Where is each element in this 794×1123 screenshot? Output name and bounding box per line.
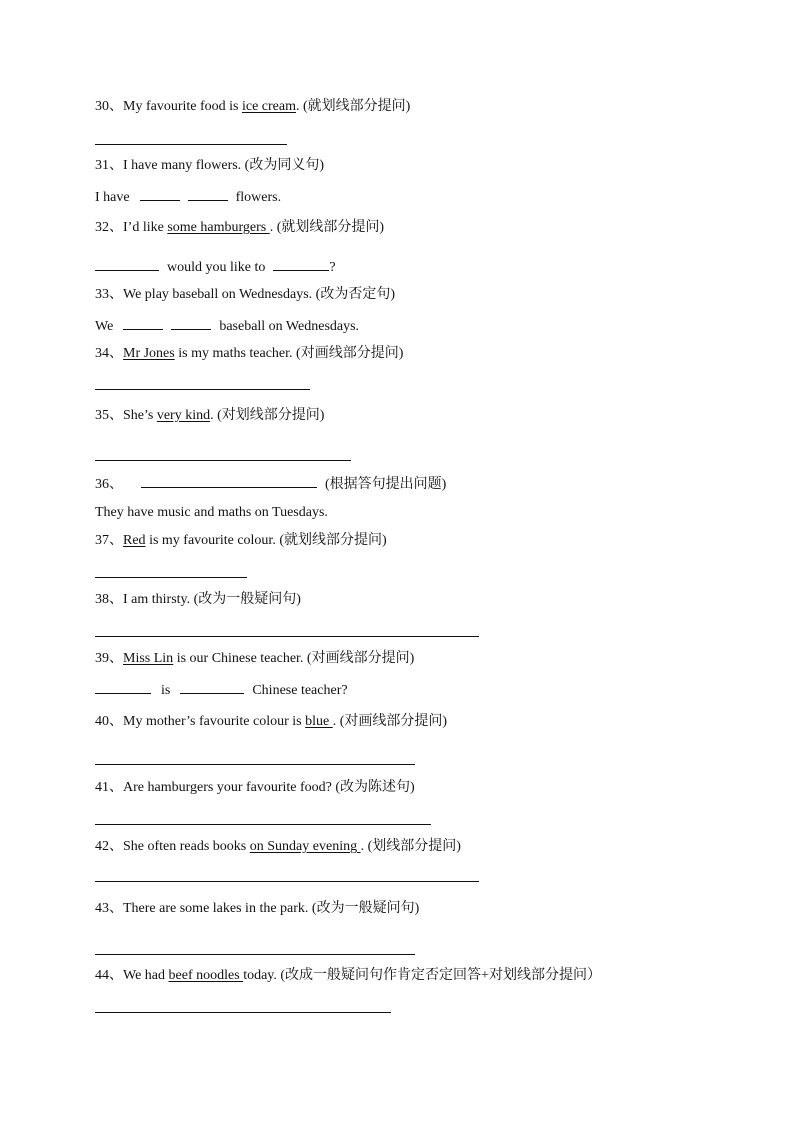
underlined-phrase: Miss Lin xyxy=(123,651,174,666)
question-31-blanks: I have flowers. xyxy=(95,187,281,207)
answer-line[interactable] xyxy=(95,764,415,765)
answer-line[interactable] xyxy=(95,636,479,637)
blank-field[interactable] xyxy=(188,187,228,201)
question-number: 30 xyxy=(95,99,109,114)
blank-field[interactable] xyxy=(140,187,180,201)
answer-line[interactable] xyxy=(95,824,431,825)
answer-line[interactable] xyxy=(95,577,247,578)
question-31: 31、I have many flowers. (改为同义句) xyxy=(95,158,325,173)
underlined-phrase: ice cream xyxy=(241,99,296,114)
underlined-phrase: on Sunday evening xyxy=(249,839,361,854)
question-30: 30、My favourite food is ice cream. (就划线部分提问) xyxy=(95,99,411,114)
question-42: 42、She often reads books on Sunday evening . (划线部分提问) xyxy=(95,839,461,854)
question-36: 36、 (根据答句提出问题) xyxy=(95,474,446,494)
underlined-phrase: Red xyxy=(123,533,146,548)
underlined-phrase: very kind xyxy=(156,408,211,423)
question-38: 38、I am thirsty. (改为一般疑问句) xyxy=(95,592,301,607)
blank-field[interactable] xyxy=(273,257,329,271)
question-33-blanks: We baseball on Wednesdays. xyxy=(95,316,359,336)
answer-line[interactable] xyxy=(95,460,351,461)
underlined-phrase: Mr Jones xyxy=(123,346,175,361)
answer-line[interactable] xyxy=(95,144,287,145)
question-33: 33、We play baseball on Wednesdays. (改为否定句) xyxy=(95,287,395,302)
question-39: 39、Miss Lin is our Chinese teacher. (对画线部分提问) xyxy=(95,651,415,666)
blank-field[interactable] xyxy=(123,316,163,330)
blank-field[interactable] xyxy=(171,316,211,330)
question-34: 34、Mr Jones is my maths teacher. (对画线部分提问) xyxy=(95,346,404,361)
question-41: 41、Are hamburgers your favourite food? (改为陈述句) xyxy=(95,780,415,795)
underlined-phrase: blue xyxy=(305,714,333,729)
question-32-blanks: would you like to ? xyxy=(95,257,336,277)
answer-line[interactable] xyxy=(95,1012,391,1013)
question-39-blanks: is Chinese teacher? xyxy=(95,680,348,700)
question-37: 37、Red is my favourite colour. (就划线部分提问) xyxy=(95,533,387,548)
answer-line[interactable] xyxy=(95,389,310,390)
underlined-phrase: some hamburgers xyxy=(167,220,270,235)
question-44: 44、We had beef noodles today. (改成一般疑问句作肯定否定回答+对划线部分提问） xyxy=(95,968,601,983)
blank-field[interactable] xyxy=(180,680,244,694)
question-43: 43、There are some lakes in the park. (改为一般疑问句) xyxy=(95,901,420,916)
answer-line[interactable] xyxy=(95,954,415,955)
question-32: 32、I’d like some hamburgers . (就划线部分提问) xyxy=(95,220,385,235)
blank-field[interactable] xyxy=(95,680,151,694)
answer-line[interactable] xyxy=(95,881,479,882)
question-36-answer: They have music and maths on Tuesdays. xyxy=(95,505,328,520)
blank-field[interactable] xyxy=(141,474,317,488)
blank-field[interactable] xyxy=(95,257,159,271)
question-40: 40、My mother’s favourite colour is blue . (对画线部分提问) xyxy=(95,714,448,729)
underlined-phrase: beef noodles xyxy=(168,968,244,983)
question-35: 35、She’s very kind. (对划线部分提问) xyxy=(95,408,325,423)
